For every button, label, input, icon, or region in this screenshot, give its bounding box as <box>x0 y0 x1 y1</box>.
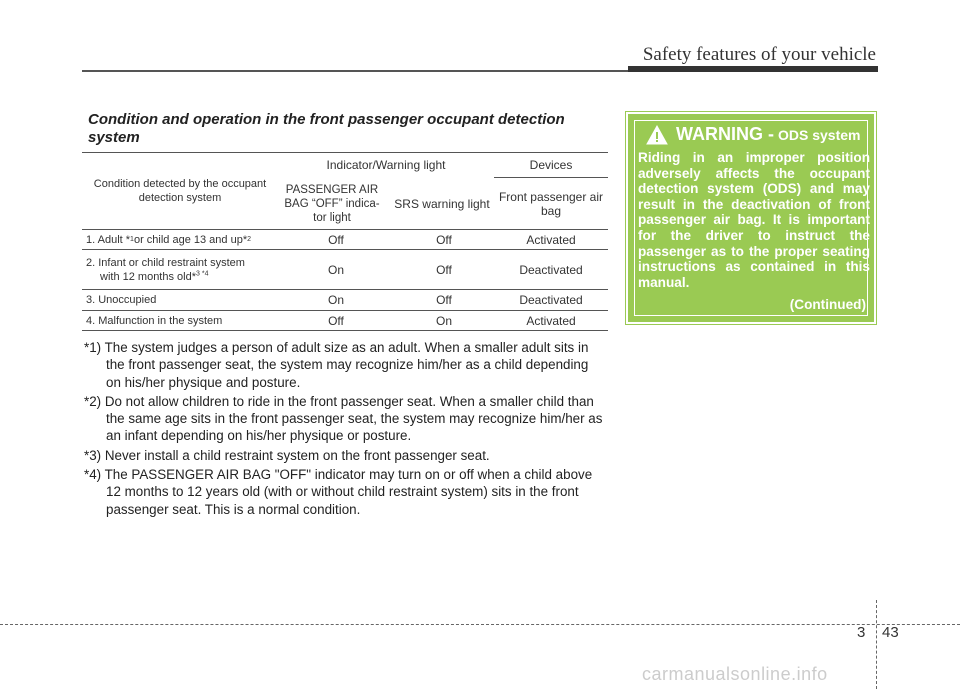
row4-indicator: Off <box>328 313 344 328</box>
row2-airbag: Deactivated <box>519 262 583 277</box>
footer-rule <box>0 624 960 625</box>
row1-indicator: Off <box>328 232 344 247</box>
footnote: *2) Do not allow children to ride in the front passenger seat. When a smaller child than the same age sits in the front passenger seat, the system may recognize him/her as an infant depending on his/her physique or posture. <box>84 393 603 444</box>
row1-airbag: Activated <box>526 232 576 247</box>
header-airbag-indicator: PASSENGER AIR BAG “OFF” indica-tor light <box>284 183 380 224</box>
row2-condition <box>82 250 282 289</box>
footnote: *1) The system judges a person of adult size as an adult. When a smaller adult sits in the front passenger seat, the system may recognize him/her as a child depending on his/her physique and posture. <box>84 340 589 390</box>
header-front-airbag: Front passenger air bag <box>498 189 604 218</box>
row3-indicator: On <box>327 293 344 307</box>
section-title: Condition and operation in the front passenger occupant detection system <box>88 111 565 146</box>
row4-airbag: Activated <box>526 313 576 328</box>
warning-continued: (Continued) <box>789 297 866 312</box>
warning-word: WARNING - <box>676 124 774 144</box>
warning-heading <box>646 124 860 145</box>
footer-divider <box>876 600 877 689</box>
row1-condition: 1. Adult * 1 or child age 13 and up* 2 <box>86 233 252 246</box>
row2-sup1: 3 <box>196 269 200 277</box>
header-srs: SRS warning light <box>394 196 490 211</box>
row2-condition-text: 2. Infant or child restraint system <box>86 256 245 269</box>
row4-condition: 4. Malfunction in the system <box>86 314 223 327</box>
header-indicator-group: Indicator/Warning light <box>326 158 446 172</box>
ods-table <box>82 152 608 330</box>
row3-condition: 3. Unoccupied <box>86 294 157 306</box>
header-rule-thick <box>628 66 878 72</box>
footnote: *4) The PASSENGER AIR BAG "OFF" indicator may turn on or off when a child above 12 months to 12 years old (with or without child restraint system) sits in the front passenger seat. This is a normal condition. <box>84 467 593 517</box>
row1-condition-text: 1. Adult * <box>86 233 131 246</box>
watermark: carmanualsonline.info <box>642 664 828 684</box>
warning-triangle-icon <box>646 125 668 145</box>
footnote: *3) Never install a child restraint system on the front passenger seat. <box>84 447 490 463</box>
row1-condition-text2: or child age 13 and up* <box>133 233 248 246</box>
row2-indicator: On <box>327 262 344 277</box>
header-title: Safety features of your vehicle <box>642 44 876 65</box>
row2-sup2: *4 <box>199 269 209 277</box>
warning-box <box>626 112 876 324</box>
table-line <box>82 330 608 331</box>
header-condition: Condition detected by the occupant detection system <box>93 178 267 204</box>
row4-srs: On <box>435 313 452 328</box>
row3-airbag: Deactivated <box>519 293 583 307</box>
warning-body: Riding in an improper position adversely affects the occupant detection system (ODS) and may result in the deactivation of front passenger air bag. It is important for the driver to instruct the passenger as to the proper seating instructions as contained in this manual. <box>638 150 870 290</box>
row3-srs: Off <box>436 293 452 307</box>
header-rule <box>82 70 628 72</box>
header-devices-group: Devices <box>529 158 573 172</box>
chapter-number: 3 <box>857 624 866 641</box>
row1-srs: Off <box>436 232 452 247</box>
page-number: 43 <box>882 624 899 641</box>
warning-subject: ODS system <box>778 126 861 143</box>
row2-srs: Off <box>436 262 452 277</box>
row2-condition-text2: with 12 months old* <box>100 270 196 283</box>
footnotes <box>84 339 606 520</box>
